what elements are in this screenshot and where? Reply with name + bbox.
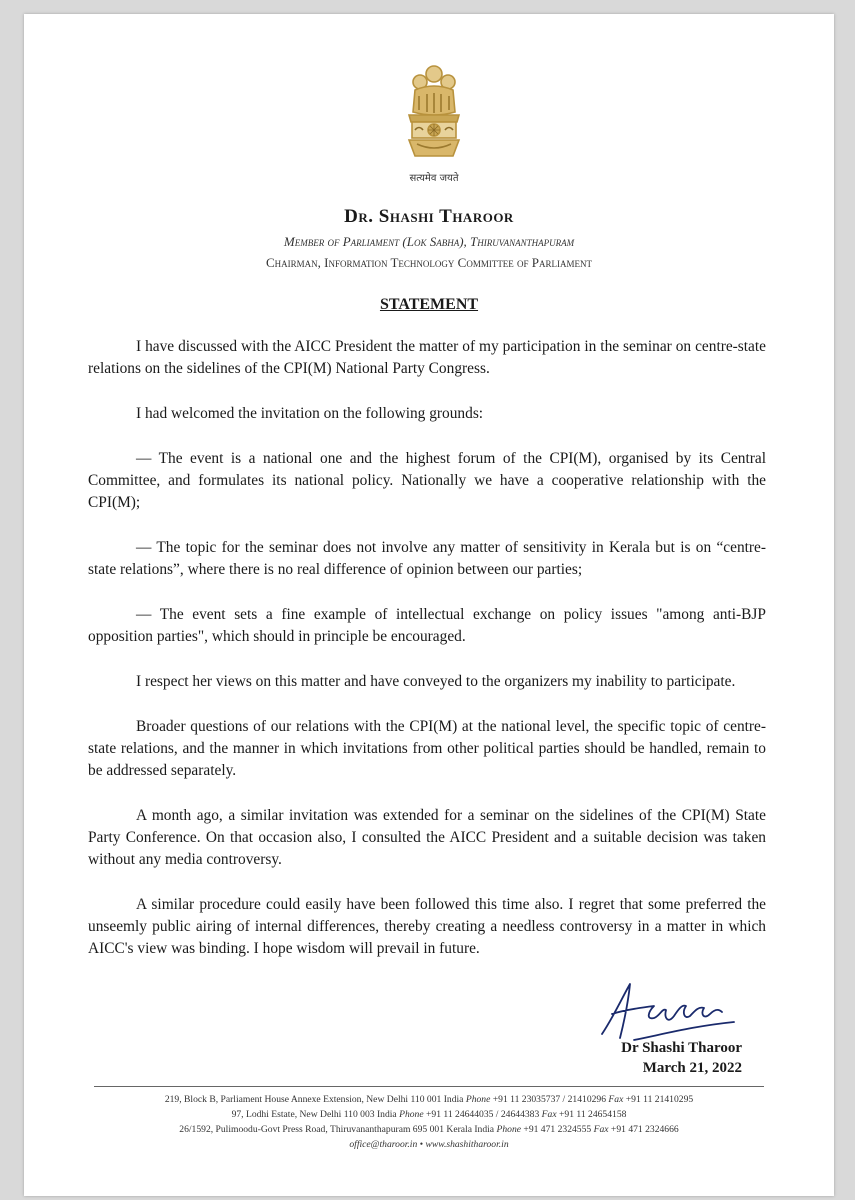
- paragraph: Broader questions of our relations with the CPI(M) at the national level, the specific topic of centre-state relations, and the manner in which invitations from other political parties should be handled, remain to be addressed separately.: [88, 718, 766, 779]
- paragraph: — The topic for the seminar does not involve any matter of sensitivity in Kerala but is on “centre-state relations”, where there is no real difference of opinion between our parties;: [88, 539, 766, 578]
- paragraph: I respect her views on this matter and have conveyed to the organizers my inability to participate.: [136, 673, 736, 690]
- statement-heading: STATEMENT: [379, 296, 479, 313]
- footer-website[interactable]: www.shashitharoor.in: [425, 1139, 509, 1150]
- paragraph: — The event is a national one and the highest forum of the CPI(M), organised by its Central Committee, and formulates its national policy. Nationally we have a cooperative relationship with the CPI(M);: [88, 450, 766, 511]
- footer-contact: office@tharoor.in • www.shashitharoor.in: [349, 1139, 509, 1150]
- footer-line-lodhi: 97, Lodhi Estate, New Delhi 110 003 India Phone +91 11 24644035 / 24644383 Fax +91 11 24654158: [231, 1109, 627, 1120]
- paragraph: I have discussed with the AICC President the matter of my participation in the seminar on centre-state relations on the sidelines of the CPI(M) National Party Congress.: [88, 338, 766, 377]
- paragraph: A month ago, a similar invitation was extended for a seminar on the sidelines of the CPI(M) State Party Conference. On that occasion also, I consulted the AICC President and a suitable decision was taken without any media controversy.: [88, 807, 766, 868]
- paragraph: A similar procedure could easily have been followed this time also. I regret that some preferred the unseemly public airing of internal differences, thereby creating a needless controversy in a matter in which AICC's view was binding. I hope wisdom will prevail in future.: [88, 896, 766, 957]
- footer-divider: [94, 1086, 764, 1087]
- paragraph: — The event sets a fine example of intellectual exchange on policy issues "among anti-BJP opposition parties", which should in principle be encouraged.: [88, 606, 766, 645]
- statement-body: [88, 336, 766, 983]
- letterhead-footer: [84, 1092, 774, 1152]
- footer-line-kerala: 26/1592, Pulimoodu-Govt Press Road, Thiruvananthapuram 695 001 Kerala India Phone +91 471 2324555 Fax +91 471 2324666: [179, 1124, 679, 1135]
- letterhead-subtitle-mp: Member of Parliament (Lok Sabha), Thiruvananthapuram: [283, 234, 575, 249]
- state-emblem: [384, 60, 484, 190]
- letterhead-name: Dr. Shashi Tharoor: [344, 206, 514, 227]
- letterhead-subtitle-chairman: Chairman, Information Technology Committee of Parliament: [265, 255, 593, 270]
- emblem-motto: सत्यमेव जयते: [409, 173, 459, 184]
- signoff-date: March 21, 2022: [642, 1060, 742, 1076]
- letter-page: [24, 14, 834, 1196]
- lion-capital-icon: [399, 60, 469, 166]
- footer-line-parliament: 219, Block B, Parliament House Annexe Extension, New Delhi 110 001 India Phone +91 11 23035737 / 21410296 Fax +91 11 21410295: [164, 1094, 694, 1105]
- signoff-name: Dr Shashi Tharoor: [621, 1040, 742, 1056]
- handwritten-signature: [594, 976, 744, 1046]
- footer-email[interactable]: office@tharoor.in: [349, 1139, 418, 1150]
- signoff-block: [621, 1038, 742, 1078]
- paragraph: I had welcomed the invitation on the following grounds:: [136, 405, 484, 422]
